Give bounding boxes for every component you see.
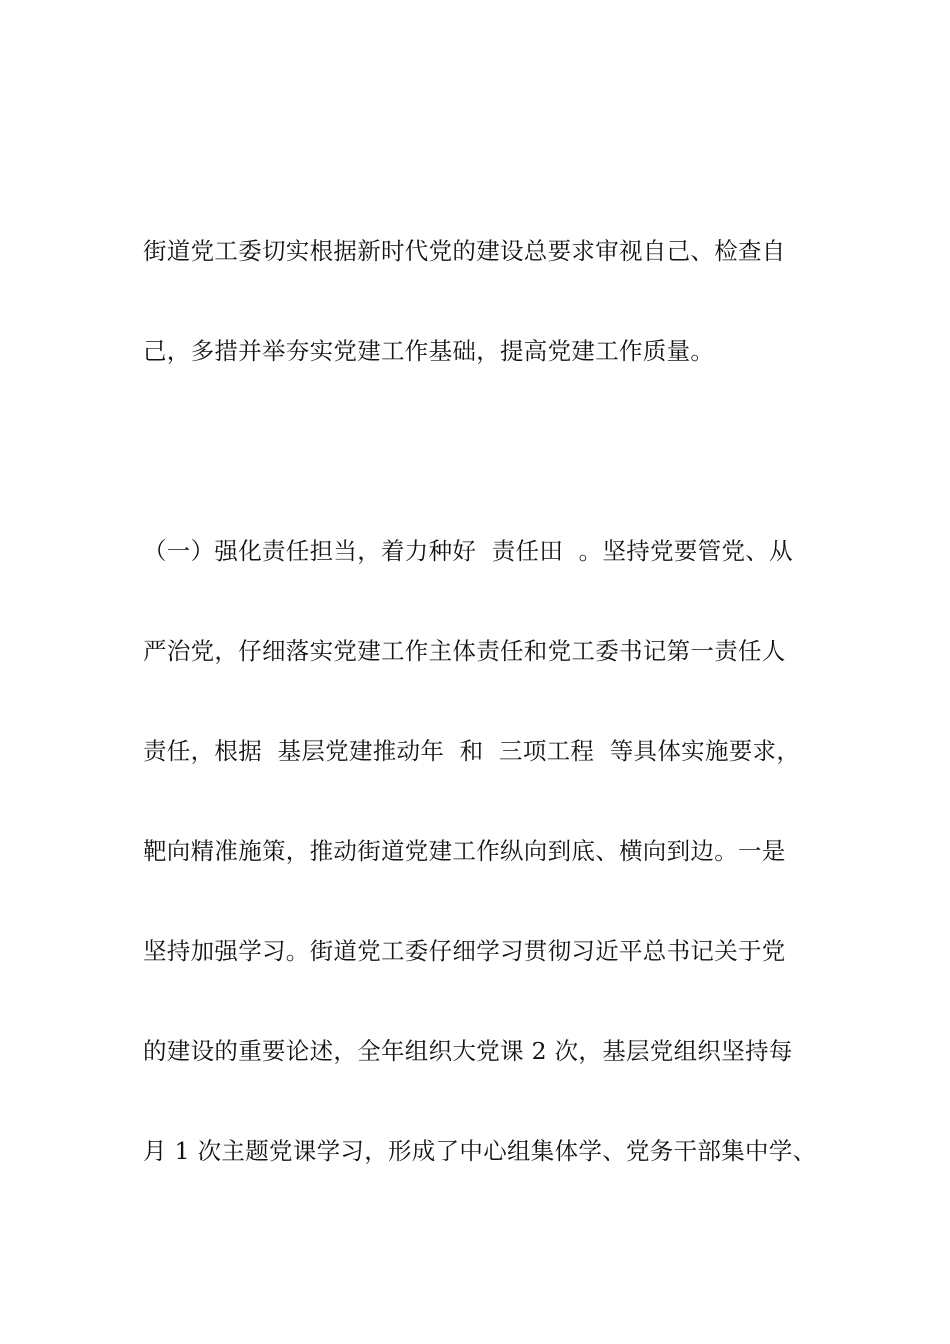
text-line: 责任，根据 基层党建推动年 和 三项工程 等具体实施要求， — [143, 737, 801, 765]
text-line: 己，多措并举夯实党建工作基础，提高党建工作质量。 — [143, 337, 715, 365]
text-line: 严治党，仔细落实党建工作主体责任和党工委书记第一责任人 — [143, 637, 786, 665]
text-line: 月 1 次主题党课学习，形成了中心组集体学、党务干部集中学、 — [143, 1137, 817, 1165]
text-line: 的建设的重要论述，全年组织大党课 2 次，基层党组织坚持每 — [143, 1037, 793, 1065]
text-line: 街道党工委切实根据新时代党的建设总要求审视自己、检查自 — [143, 237, 786, 265]
text-line: 靶向精准施策，推动街道党建工作纵向到底、横向到边。一是 — [143, 837, 786, 865]
text-line: 坚持加强学习。街道党工委仔细学习贯彻习近平总书记关于党 — [143, 937, 786, 965]
section-heading-line: （一）强化责任担当，着力种好 责任田 。坚持党要管党、从 — [143, 537, 793, 565]
